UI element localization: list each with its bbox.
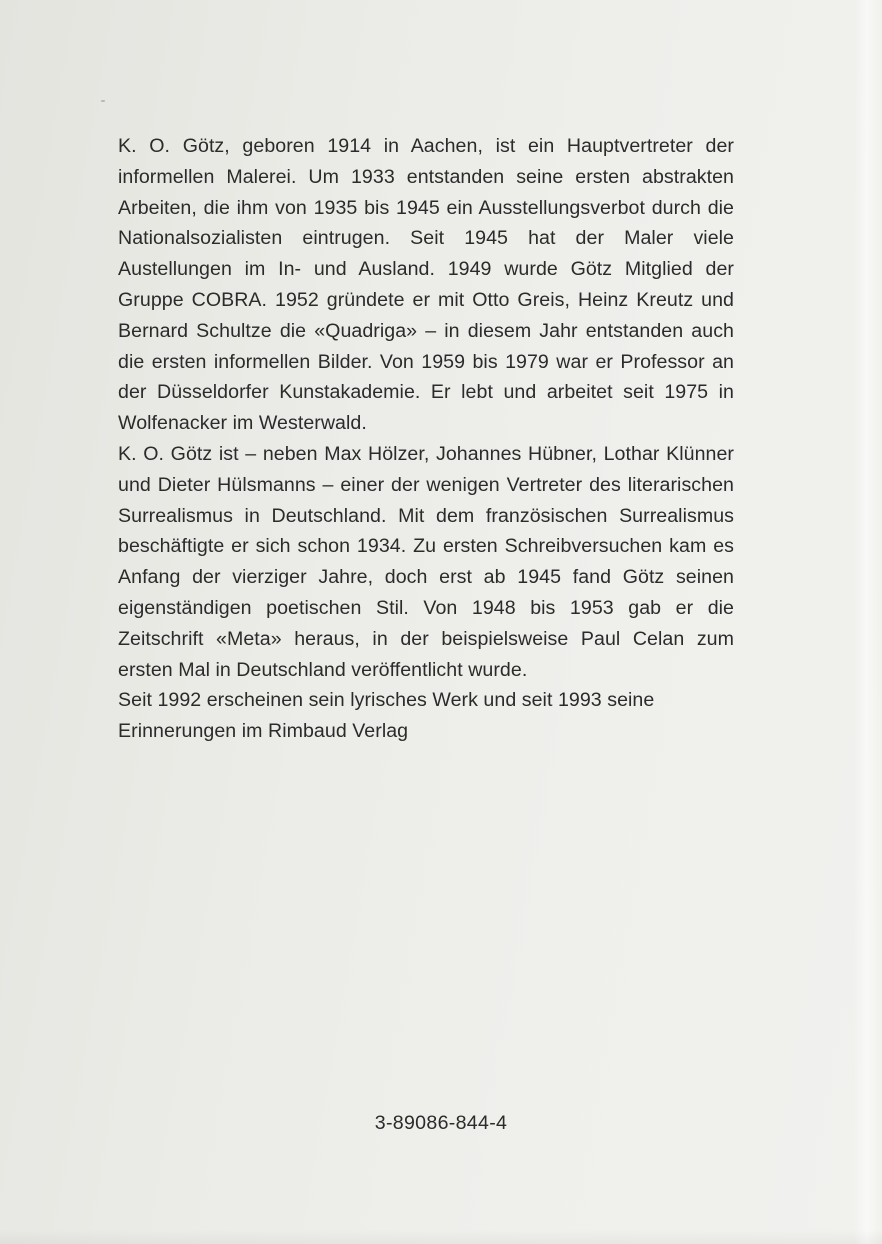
cover-right-edge: [854, 0, 882, 1244]
biography-paragraph-2: K. O. Götz ist – neben Max Hölzer, Johannes Hübner, Lothar Klünner und Dieter Hülsmanns – einer der wenigen Vertreter des literarischen Surrealismus in Deutschland. Mit dem französischen Surrealismus beschäftigte er sich schon 1934. Zu ersten Schreibversuchen kam es Anfang der vierziger Jahre, doch erst ab 1945 fand Götz seinen eigenständigen poetischen Stil. Von 1948 bis 1953 gab er die Zeitschrift «Meta» heraus, in der beispielsweise Paul Celan zum ersten Mal in Deutschland veröffentlicht wurde.: [118, 442, 734, 681]
paper-speck: [101, 100, 105, 102]
biography-paragraph-3: Seit 1992 erscheinen sein lyrisches Werk und seit 1993 seine Erinnerungen im Rimbaud Verlag: [118, 689, 655, 743]
isbn-number: 3-89086-844-4: [374, 1112, 508, 1134]
author-biography: [118, 131, 734, 747]
biography-paragraph-1: K. O. Götz, geboren 1914 in Aachen, ist ein Hauptvertreter der informellen Malerei. Um 1933 entstanden seine ersten abstrakten Arbeiten, die ihm von 1935 bis 1945 ein Ausstellungsverbot durch die Nationalsozialisten eintrugen. Seit 1945 hat der Maler viele Austellungen im In- und Ausland. 1949 wurde Götz Mitglied der Gruppe COBRA. 1952 gründete er mit Otto Greis, Heinz Kreutz und Bernard Schultze die «Quadriga» – in diesem Jahr entstanden auch die ersten informellen Bilder. Von 1959 bis 1979 war er Professor an der Düsseldorfer Kunstakademie. Er lebt und arbeitet seit 1975 in Wolfenacker im Westerwald.: [118, 135, 734, 435]
cover-bottom-edge: [0, 1230, 882, 1244]
